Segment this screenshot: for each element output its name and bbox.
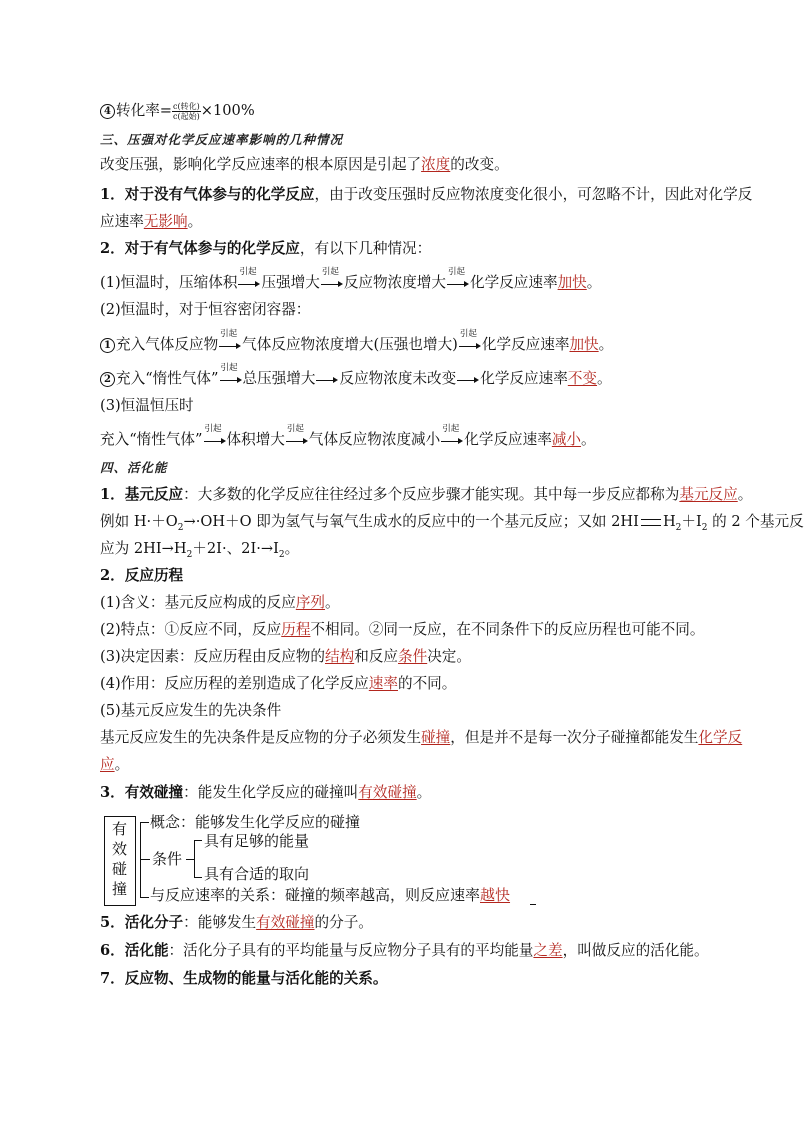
cond-connector-2 — [186, 859, 194, 860]
q2-item-2: (2)特点：①反应不同，反应历程不相同。②同一反应，在不同条件下的反应历程也可能不同。 — [100, 621, 705, 638]
case-2-1: (1)恒温时，压缩体积 引起 压强增大 引起 反应物浓度增大 引起 化学反应速率加快。 — [100, 267, 602, 291]
paragraph-1-cont: 应速率无影响。 — [100, 213, 203, 230]
paragraph-intro: 改变压强，影响化学反应速率的根本原因是引起了浓度的改变。 — [100, 156, 509, 173]
case-2-2-a: 1 充入气体反应物 引起 气体反应物浓度增大(压强也增大) 引起 化学反应速率加快。 — [100, 335, 613, 355]
q2-item-3: (3)决定因素：反应历程由反应物的结构和反应条件决定。 — [100, 648, 471, 665]
paragraph-q1-cont: 例如 $H\cdot+O_2\to\cdot OH+O$ 即为氢气与氧气生成水的反应中的一个基元反应；又如 2HI $H_2+I_2$ 的 2 个基元反 — [100, 513, 804, 533]
reaction-arrow: 引起 — [459, 339, 481, 351]
section-heading-4: 四、活化能 — [100, 461, 168, 475]
reaction-arrow: 引起 — [220, 373, 242, 385]
conversion-rate-formula: 4 转化率= $\frac{\text{c(转化)}}{\text{c(起始)}}$ ×100% — [100, 101, 255, 121]
paragraph-q1-cont2: 应为 $2HI\to H_2+2I\cdot$、$2I\cdot\to I_2$。 — [100, 540, 300, 560]
paragraph-q1: 1．基元反应：大多数的化学反应往往经过多个反应步骤才能实现。其中每一步反应都称为基元反应。 — [100, 486, 753, 503]
paragraph-q5: 5．活化分子：能够发生有效碰撞的分子。 — [100, 914, 373, 931]
diagram-cond-2: 具有合适的取向 — [204, 865, 310, 883]
circled-number: 1 — [100, 338, 115, 353]
case-2-3: (3)恒温恒压时 — [100, 397, 194, 414]
paragraph-q3: 3．有效碰撞：能发生化学反应的碰撞叫有效碰撞。 — [100, 784, 432, 801]
paragraph-q6: 6．活化能：活化分子具有的平均能量与反应物分子具有的平均能量之差，叫做反应的活化能。 — [100, 942, 709, 959]
circled-number: 4 — [100, 104, 115, 119]
q2-item-5-text: 基元反应发生的先决条件是反应物的分子必须发生碰撞，但是并不是每一次分子碰撞都能发生化学反 — [100, 729, 743, 746]
diagram-box: 有 效 碰 撞 — [104, 816, 136, 906]
q2-item-5-cont: 应。 — [100, 756, 130, 773]
equilibrium-sign — [641, 519, 661, 526]
q2-item-5: (5)基元反应发生的先决条件 — [100, 702, 282, 719]
cond-connector — [141, 859, 150, 860]
reaction-arrow: 引起 — [321, 277, 343, 289]
plain-arrow — [316, 373, 338, 385]
reaction-arrow: 引起 — [447, 277, 469, 289]
plain-arrow — [457, 373, 479, 385]
case-2-2: (2)恒温时，对于恒容密闭容器： — [100, 301, 311, 318]
circled-number: 2 — [100, 372, 115, 387]
reaction-arrow: 引起 — [204, 434, 226, 446]
bracket-main — [140, 822, 149, 898]
paragraph-2: 2．对于有气体参与的化学反应，有以下几种情况： — [100, 240, 432, 257]
diagram-relation: 与反应速率的关系：碰撞的频率越高，则反应速率越快 — [150, 886, 511, 904]
fraction: $\frac{\text{c(转化)}}{\text{c(起始)}}$ — [173, 101, 200, 121]
section-heading-3: 三、压强对化学反应速率影响的几种情况 — [100, 133, 344, 147]
q2-item-4: (4)作用：反应历程的差别造成了化学反应速率的不同。 — [100, 675, 457, 692]
diagram-concept: 概念：能够发生化学反应的碰撞 — [150, 813, 361, 831]
q2-item-1: (1)含义：基元反应构成的反应序列。 — [100, 594, 340, 611]
paragraph-q2: 2．反应历程 — [100, 567, 184, 584]
paragraph-1: 1．对于没有气体参与的化学反应，由于改变压强时反应物浓度变化很小，可忽略不计，因此对化学反 — [100, 186, 753, 203]
case-2-3-a: 充入“惰性气体” 引起 体积增大 引起 气体反应物浓度减小 引起 化学反应速率减小。 — [100, 424, 596, 448]
paragraph-q7: 7．反应物、生成物的能量与活化能的关系。 — [100, 970, 388, 987]
effective-collision-diagram — [100, 810, 560, 910]
reaction-arrow: 引起 — [441, 434, 463, 446]
reaction-arrow: 引起 — [238, 277, 260, 289]
case-2-2-b: 2 充入“惰性气体” 引起 总压强增大 反应物浓度未改变 化学反应速率不变。 — [100, 369, 612, 389]
bracket-cond — [194, 840, 202, 878]
diagram-cond-1: 具有足够的能量 — [204, 832, 310, 850]
reaction-arrow: 引起 — [219, 339, 241, 351]
relation-underline — [530, 904, 536, 905]
diagram-condition: 条件 — [152, 850, 183, 868]
reaction-arrow: 引起 — [286, 434, 308, 446]
